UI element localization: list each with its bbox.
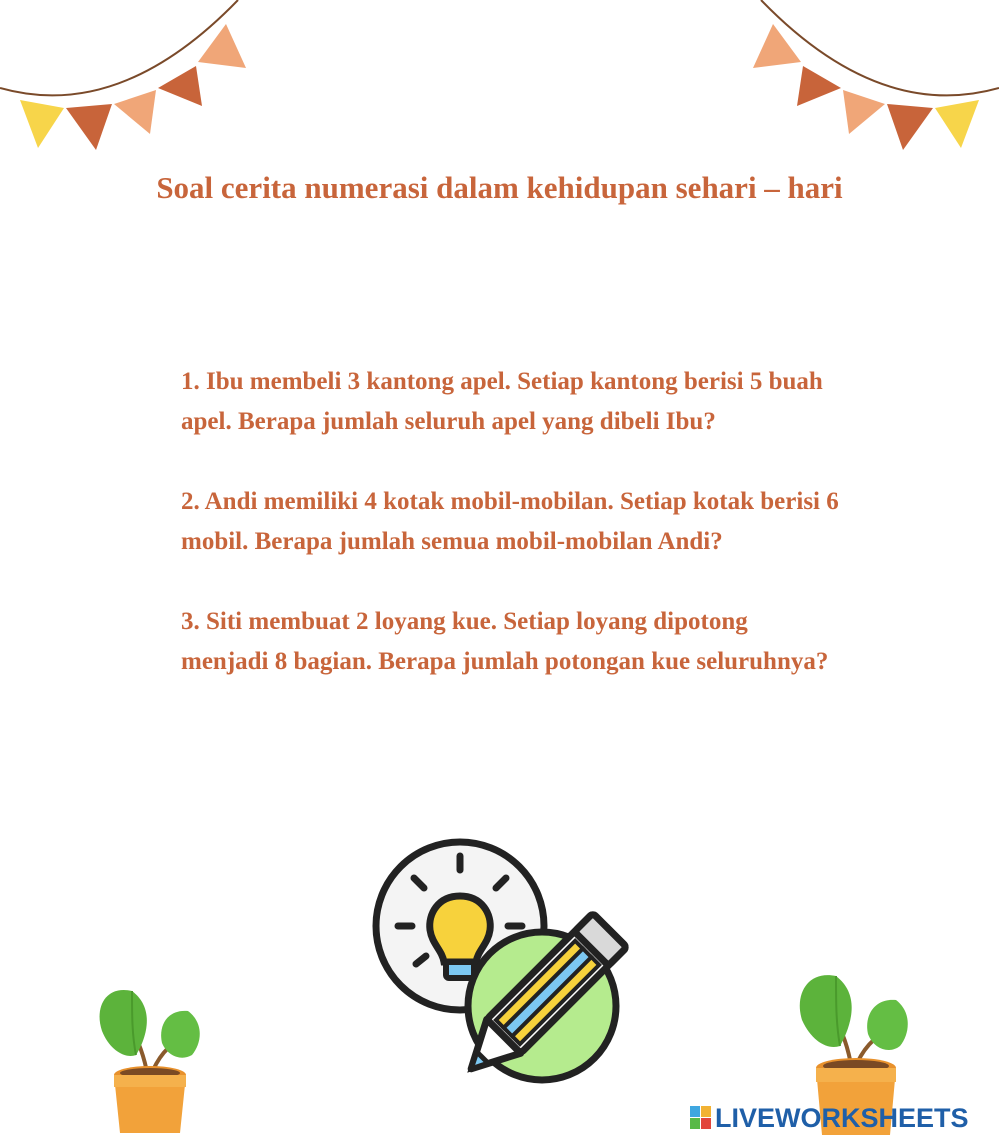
question-item: 1. Ibu membeli 3 kantong apel. Setiap kantong berisi 5 buah apel. Berapa jumlah seluruh apel yang dibeli Ibu? — [181, 368, 823, 435]
bunting-left-decoration — [0, 0, 250, 160]
liveworksheets-watermark — [690, 1102, 969, 1134]
bunting-right-decoration — [749, 0, 999, 160]
question-item: 3. Siti membuat 2 loyang kue. Setiap loyang dipotong menjadi 8 bagian. Berapa jumlah potongan kue seluruhnya? — [181, 608, 829, 675]
lightbulb-pencil-icon — [372, 838, 647, 1103]
question-list — [181, 362, 841, 722]
question-item: 2. Andi memiliki 4 kotak mobil-mobilan. Setiap kotak berisi 6 mobil. Berapa jumlah semua mobil-mobilan Andi? — [181, 488, 839, 555]
page-title: Soal cerita numerasi dalam kehidupan sehari – hari — [156, 170, 843, 205]
brand-text: LIVEWORKSHEETS — [715, 1102, 969, 1133]
plant-pot-icon — [92, 985, 207, 1135]
liveworksheets-logo-icon — [690, 1106, 712, 1130]
